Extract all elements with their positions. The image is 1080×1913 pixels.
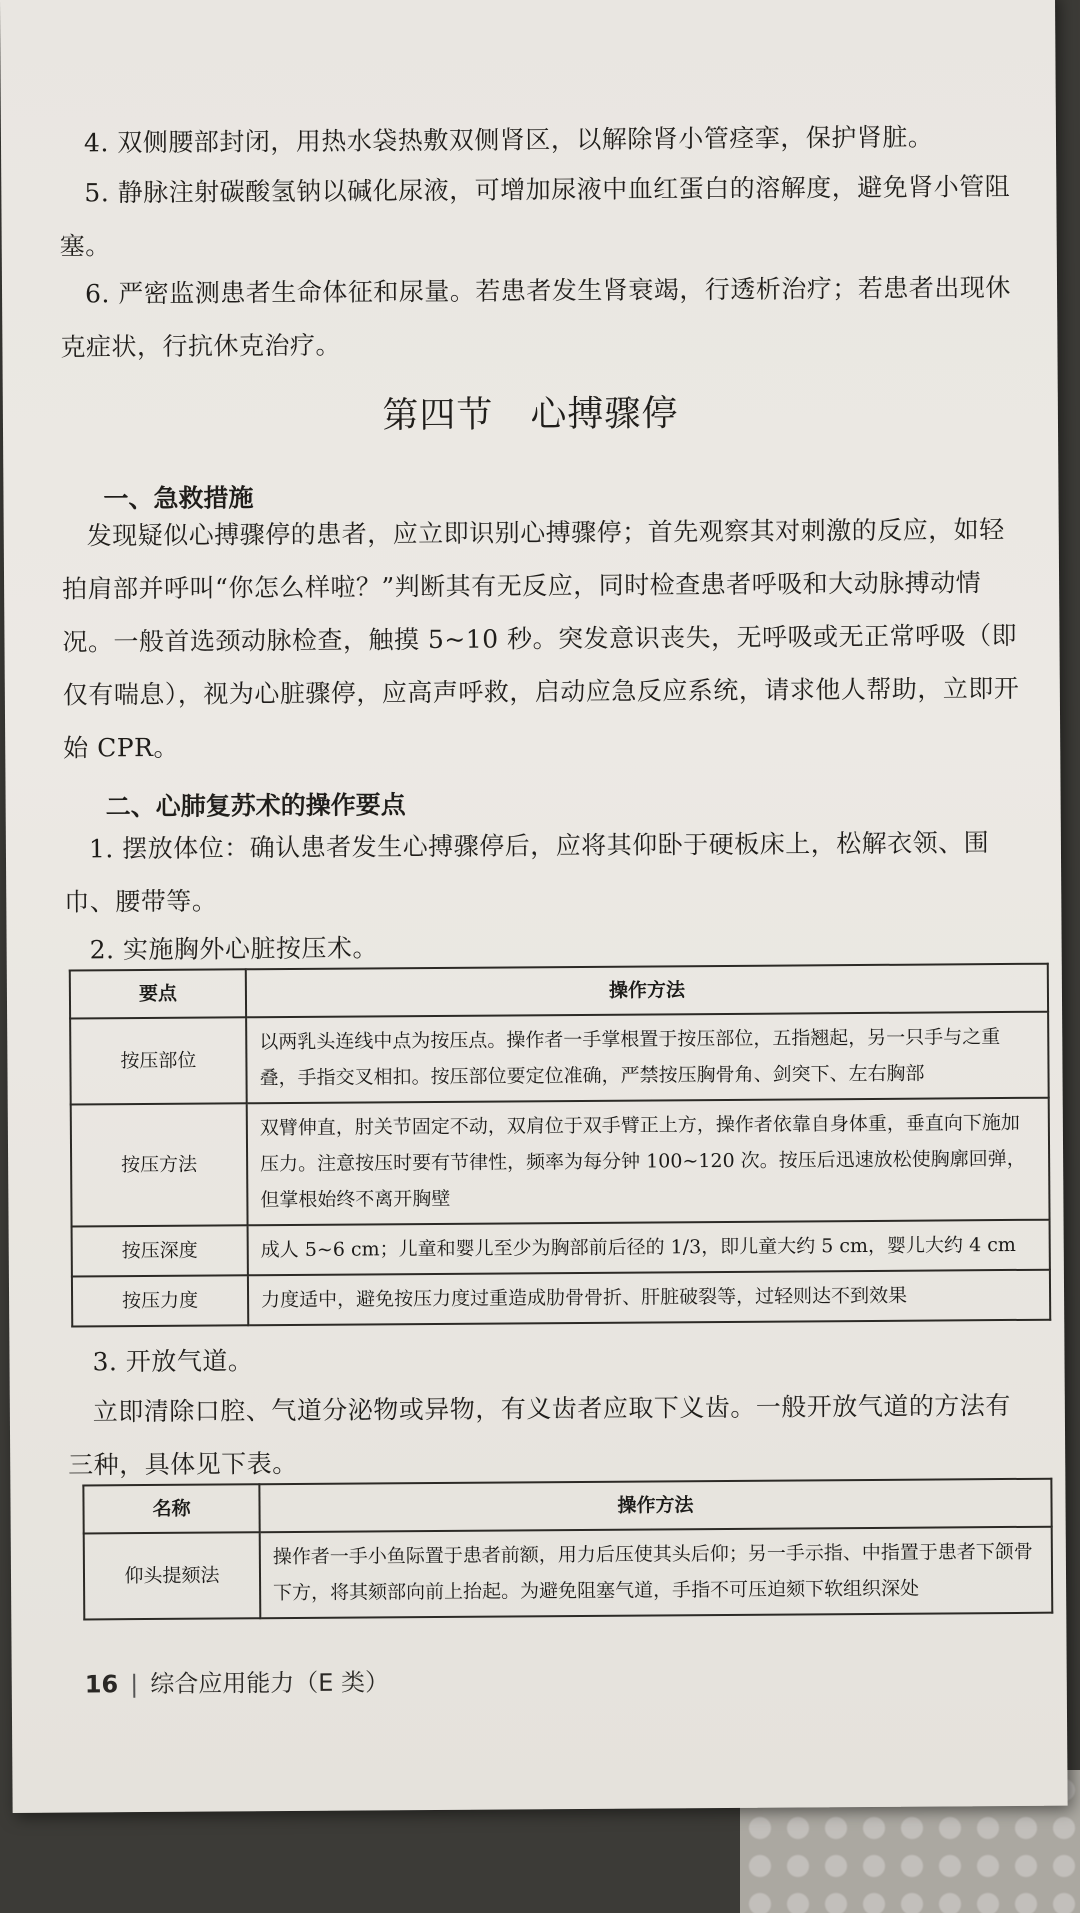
paragraph-item-6: 6. 严密监测患者生命体征和尿量。若患者发生肾衰竭，行透析治疗；若患者出现休克症状，行抗休克治疗。 bbox=[60, 272, 1011, 362]
paragraph-item-4: 4. 双侧腰部封闭，用热水袋热敷双侧肾区，以解除肾小管痉挛，保护肾脏。 bbox=[83, 122, 934, 158]
table-value-cell: 双臂伸直，肘关节固定不动，双肩位于双手臂正上方，操作者依靠自身体重，垂直向下施加压力。注意按压时要有节律性，频率为每分钟 100~120 次。按压后迅速放松使胸廓回弹，但掌根始终不离开胸壁 bbox=[247, 1098, 1050, 1226]
paragraph-airway-title: 3. 开放气道。 bbox=[92, 1346, 254, 1377]
table-row bbox=[72, 1270, 1050, 1327]
table-header: 操作方法 bbox=[259, 1479, 1051, 1533]
paragraph-item-5: 5. 静脉注射碳酸氢钠以碱化尿液，可增加尿液中血红蛋白的溶解度，避免肾小管阻塞。 bbox=[59, 171, 1011, 261]
page-footer bbox=[85, 1662, 390, 1699]
table-row bbox=[72, 1220, 1050, 1277]
heading-cpr: 二、心肺复苏术的操作要点 bbox=[105, 790, 406, 822]
section-title: 第四节 心搏骤停 bbox=[382, 393, 679, 437]
table-key-cell: 按压方法 bbox=[71, 1103, 248, 1226]
paragraph-airway: 立即清除口腔、气道分泌物或异物，有义齿者应取下义齿。一般开放气道的方法有三种，具体见下表。 bbox=[68, 1390, 1011, 1480]
heading-emergency: 一、急救措施 bbox=[103, 483, 254, 514]
table-row bbox=[70, 1012, 1049, 1105]
paragraph-compression: 2. 实施胸外心脏按压术。 bbox=[89, 933, 379, 965]
paragraph-position: 1. 摆放体位：确认患者发生心搏骤停后，应将其仰卧于硬板床上，松解衣领、围巾、腰带等。 bbox=[64, 828, 990, 917]
table-header: 要点 bbox=[70, 969, 246, 1018]
paragraph-emergency: 发现疑似心搏骤停的患者，应立即识别心搏骤停；首先观察其对刺激的反应，如轻拍肩部并呼叫“你怎么样啦？”判断其有无反应，同时检查患者呼吸和大动脉搏动情况。一般首选颈动脉检查，触摸 5~10 秒。突发意识丧失，无呼吸或无正常呼吸（即仅有喘息），视为心脏骤停，应高声呼救，启动应急反应系统，请求他人帮助，立即开始 CPR。 bbox=[62, 514, 1020, 763]
table-key-cell: 按压深度 bbox=[72, 1225, 248, 1276]
table-key-cell: 仰头提颏法 bbox=[84, 1532, 261, 1619]
book-title: 综合应用能力（E 类） bbox=[150, 1668, 390, 1698]
table-row bbox=[84, 1527, 1053, 1620]
table-header: 操作方法 bbox=[246, 964, 1048, 1018]
table-value-cell: 操作者一手小鱼际置于患者前额，用力后压使其头后仰；另一手示指、中指置于患者下颌骨下方，将其颏部向前上抬起。为避免阻塞气道，手指不可压迫颏下软组织深处 bbox=[260, 1527, 1053, 1619]
airway-table bbox=[82, 1478, 1053, 1621]
table-value-cell: 以两乳头连线中点为按压点。操作者一手掌根置于按压部位，五指翘起，另一只手与之重叠，手指交叉相扣。按压部位要定位准确，严禁按压胸骨角、剑突下、左右胸部 bbox=[246, 1012, 1049, 1104]
table-key-cell: 按压部位 bbox=[70, 1017, 247, 1104]
table-row bbox=[71, 1098, 1050, 1227]
table-header-row bbox=[83, 1479, 1051, 1534]
table-header-row bbox=[70, 964, 1048, 1019]
table-header: 名称 bbox=[83, 1484, 259, 1533]
footer-divider: | bbox=[130, 1670, 139, 1699]
compression-table bbox=[69, 963, 1051, 1328]
table-key-cell: 按压力度 bbox=[72, 1275, 248, 1326]
page-number: 16 bbox=[84, 1670, 119, 1699]
table-value-cell: 力度适中，避免按压力度过重造成肋骨骨折、肝脏破裂等，过轻则达不到效果 bbox=[248, 1270, 1050, 1326]
table-value-cell: 成人 5~6 cm；儿童和婴儿至少为胸部前后径的 1/3，即儿童大约 5 cm，婴儿大约 4 cm bbox=[248, 1220, 1050, 1276]
